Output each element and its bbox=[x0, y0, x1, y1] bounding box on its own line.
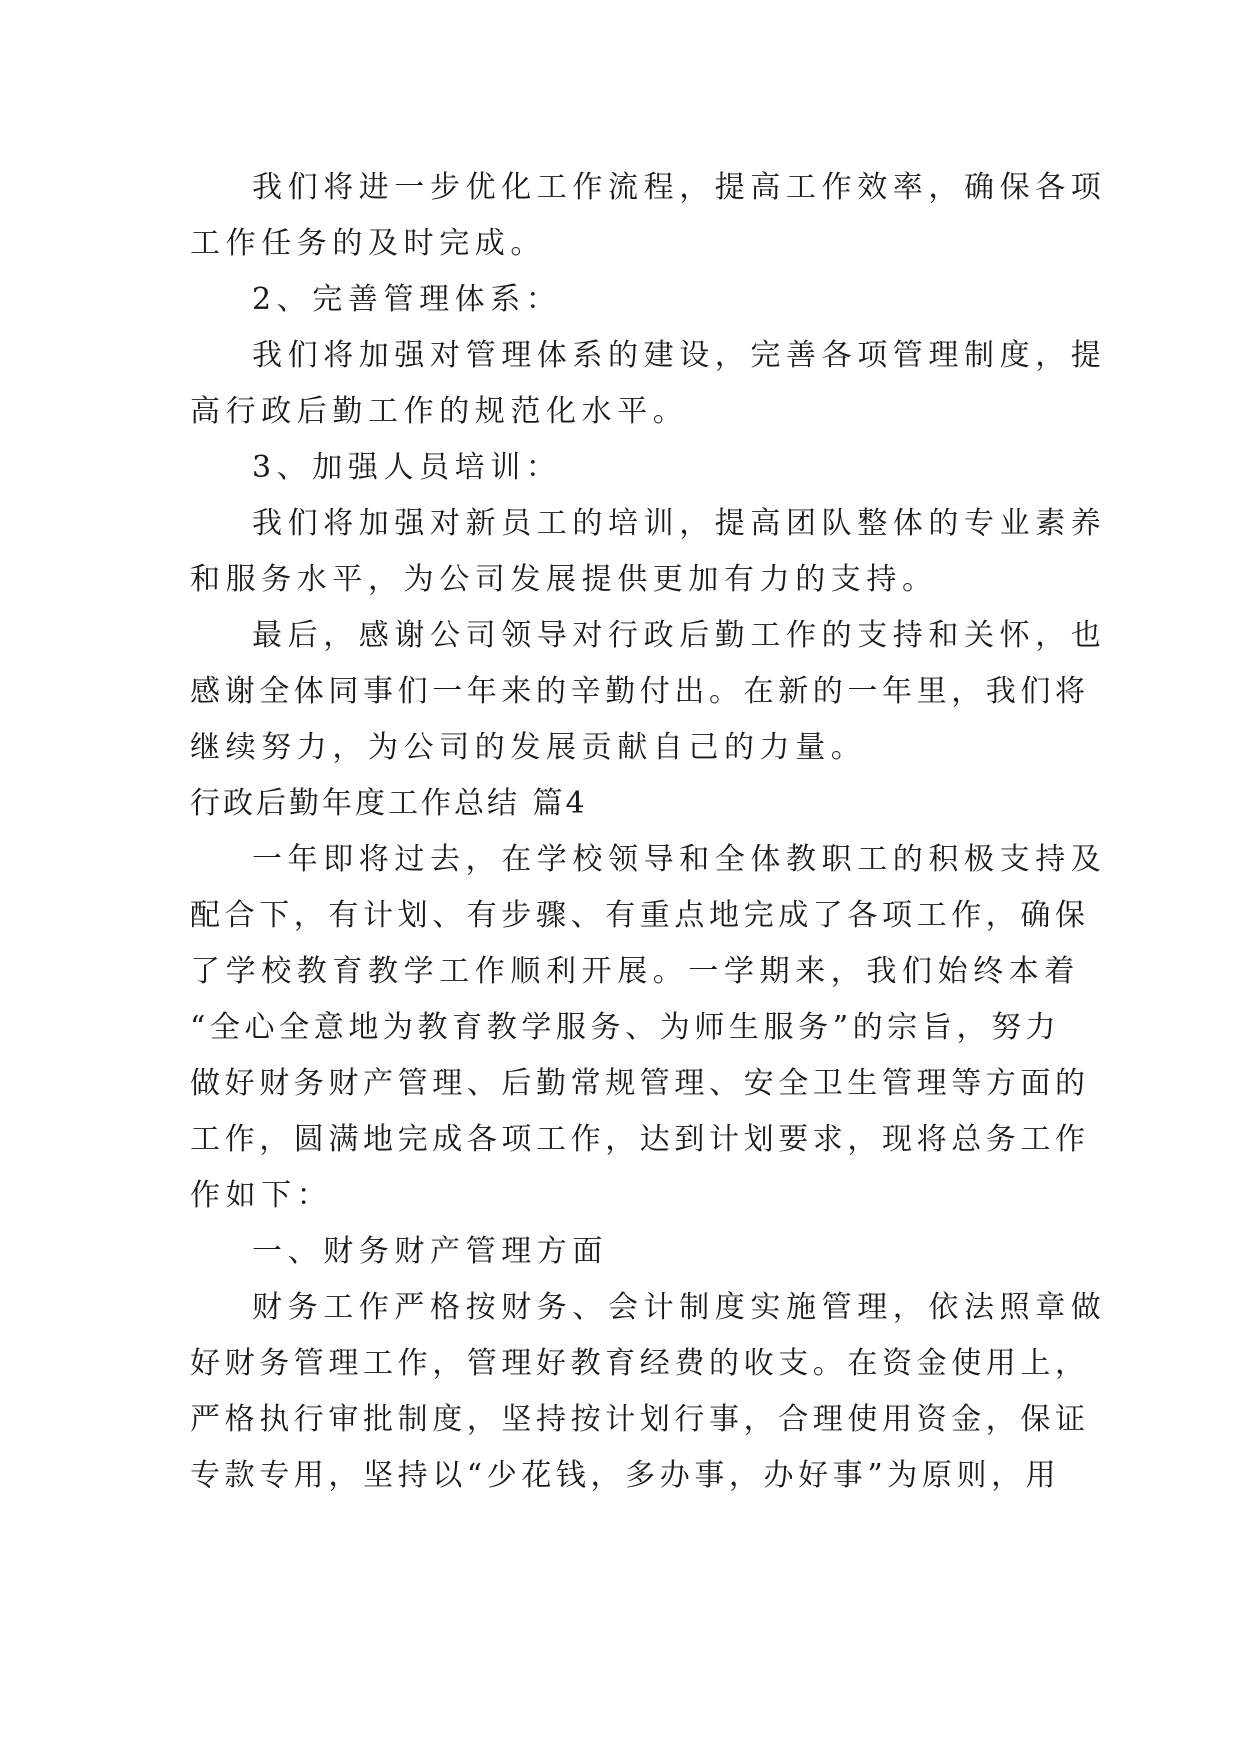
text-line: 我们将加强对新员工的培训，提高团队整体的专业素养 bbox=[252, 506, 1107, 541]
text-line: 高行政后勤工作的规范化水平。 bbox=[190, 394, 689, 429]
text-line: “全心全意地为教育教学服务、为师生服务”的宗旨，努力 bbox=[190, 1010, 1061, 1045]
text-line: 做好财务财产管理、后勤常规管理、安全卫生管理等方面的 bbox=[190, 1066, 1090, 1101]
text-line: 感谢全体同事们一年来的辛勤付出。在新的一年里，我们将 bbox=[190, 674, 1090, 709]
text-line: 财务工作严格按财务、会计制度实施管理，依法照章做 bbox=[252, 1290, 1107, 1325]
section-title: 行政后勤年度工作总结 篇4 bbox=[190, 786, 588, 821]
text-line: 作如下： bbox=[190, 1178, 333, 1213]
text-line: 我们将进一步优化工作流程，提高工作效率，确保各项 bbox=[252, 170, 1107, 205]
text-line: 工作，圆满地完成各项工作，达到计划要求，现将总务工作 bbox=[190, 1122, 1090, 1157]
text-line: 最后，感谢公司领导对行政后勤工作的支持和关怀，也 bbox=[252, 618, 1107, 653]
list-heading: 3、加强人员培训： bbox=[252, 450, 562, 485]
text-line: 严格执行审批制度，坚持按计划行事，合理使用资金，保证 bbox=[190, 1402, 1090, 1437]
text-line: 一年即将过去，在学校领导和全体教职工的积极支持及 bbox=[252, 842, 1107, 877]
text-line: 专款专用，坚持以“少花钱，多办事，办好事”为原则，用 bbox=[190, 1458, 1061, 1493]
text-line: 我们将加强对管理体系的建设，完善各项管理制度，提 bbox=[252, 338, 1107, 373]
subsection-heading: 一、财务财产管理方面 bbox=[252, 1234, 608, 1269]
text-line: 和服务水平，为公司发展提供更加有力的支持。 bbox=[190, 562, 938, 597]
text-line: 配合下，有计划、有步骤、有重点地完成了各项工作，确保 bbox=[190, 898, 1090, 933]
text-line: 继续努力，为公司的发展贡献自己的力量。 bbox=[190, 730, 867, 765]
text-line: 了学校教育教学工作顺利开展。一学期来，我们始终本着 bbox=[190, 954, 1080, 989]
list-heading: 2、完善管理体系： bbox=[252, 282, 562, 317]
text-line: 好财务管理工作，管理好教育经费的收支。在资金使用上， bbox=[190, 1346, 1090, 1381]
text-line: 工作任务的及时完成。 bbox=[190, 226, 546, 261]
